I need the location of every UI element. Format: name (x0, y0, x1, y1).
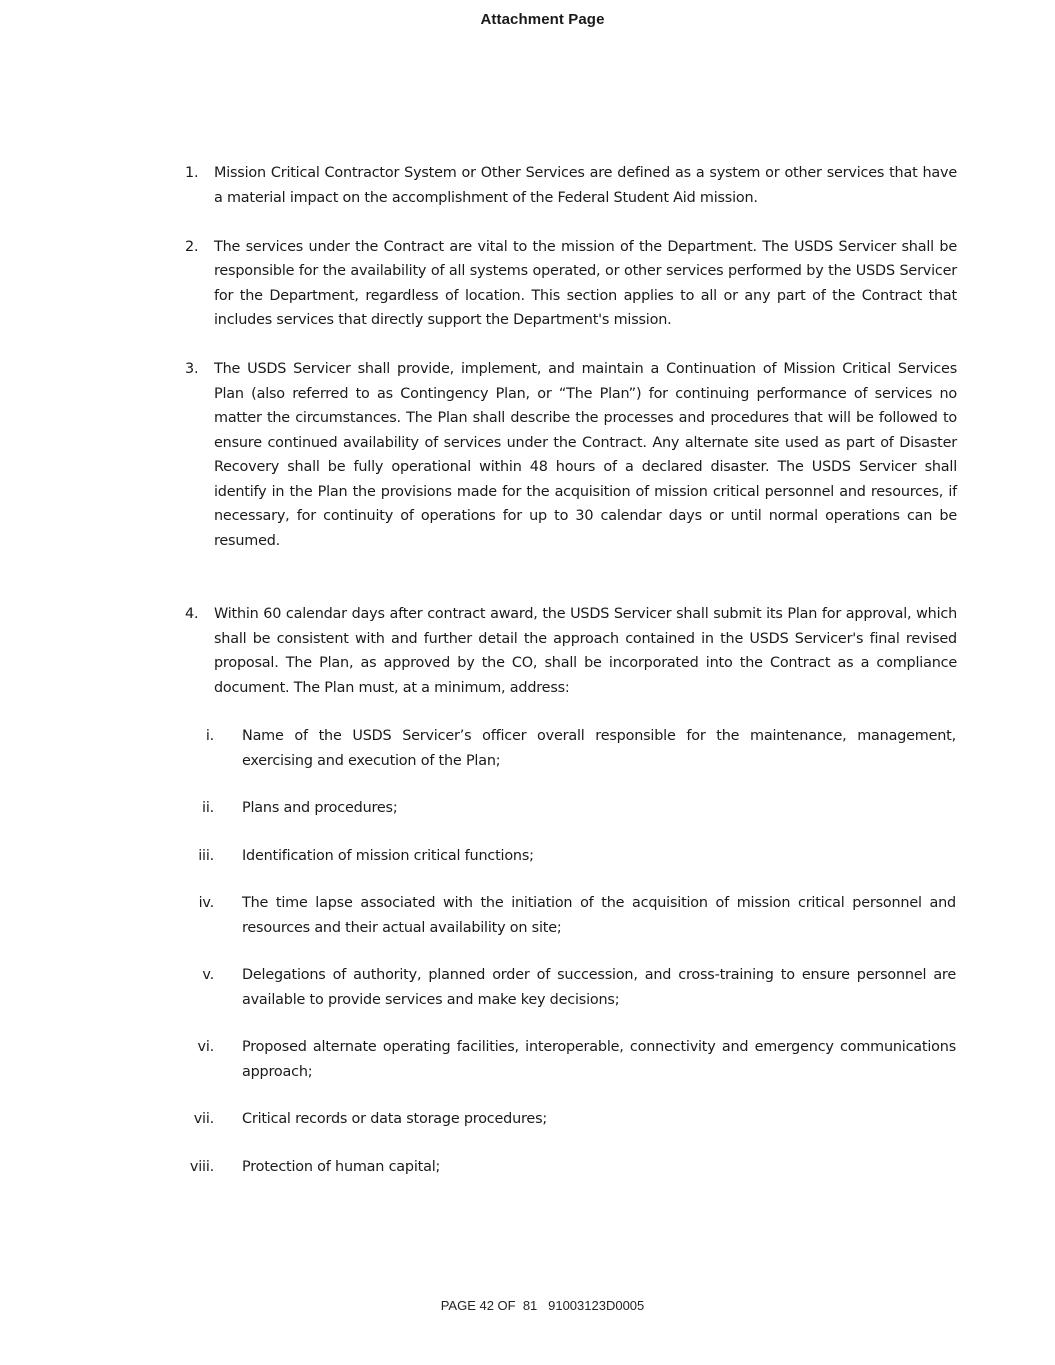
list-item-number: 2. (185, 238, 199, 255)
list-item (185, 602, 957, 700)
sub-list-item-text: Delegations of authority, planned order of succession, and cross-training to ensure personnel are available to provide services and make key decisions; (242, 967, 956, 1008)
list-item-number: 4. (185, 606, 199, 622)
sub-list-item (185, 1035, 957, 1084)
list-item (185, 161, 957, 210)
list-item-number: 1. (185, 165, 199, 181)
sub-list-item-number: iii. (198, 847, 214, 864)
sub-list-item-number: v. (202, 967, 214, 983)
list-item-text: Within 60 calendar days after contract award, the USDS Servicer shall submit its Plan for approval, which shall be consistent with and further detail the approach contained in the USDS Servicer's final revised proposal. The Plan, as approved by the CO, shall be incorporated into the Contract as a compliance document. The Plan must, at a minimum, address: (214, 606, 957, 696)
list-item-number: 3. (185, 361, 199, 377)
sub-list-item (185, 891, 957, 940)
sub-list-item-text: Plans and procedures; (242, 800, 398, 816)
sub-list-item (185, 1107, 957, 1132)
document-body (185, 161, 957, 1202)
sub-list-item-number: iv. (198, 895, 214, 911)
sub-list (185, 724, 957, 1179)
sub-list-item-number: viii. (189, 1158, 214, 1175)
list-item (185, 357, 957, 553)
sub-list-item-text: Name of the USDS Servicer’s officer overall responsible for the maintenance, management, exercising and execution of the Plan; (242, 728, 956, 769)
list-item-text: Mission Critical Contractor System or Other Services are defined as a system or other services that have a material impact on the accomplishment of the Federal Student Aid mission. (214, 165, 957, 206)
sub-list-item-number: vii. (193, 1111, 214, 1127)
sub-list-item-number: ii. (202, 800, 214, 816)
sub-list-item-text: The time lapse associated with the initiation of the acquisition of mission critical personnel and resources and their actual availability on site; (242, 895, 956, 936)
sub-list-item-text: Critical records or data storage procedures; (242, 1111, 548, 1127)
sub-list-item-number: vi. (197, 1039, 214, 1055)
sub-list-item (185, 1155, 957, 1180)
sub-list-item (185, 724, 957, 773)
list-item-text: The USDS Servicer shall provide, implement, and maintain a Continuation of Mission Critical Services Plan (also referred to as Contingency Plan, or “The Plan”) for continuing performance of services no matter the circumstances. The Plan shall describe the processes and procedures that will be followed to ensure continued availability of services under the Contract. Any alternate site used as part of Disaster Recovery shall be fully operational within 48 hours of a declared disaster. The USDS Servicer shall identify in the Plan the provisions made for the acquisition of mission critical personnel and resources, if necessary, for continuity of operations for up to 30 calendar days or until normal operations can be resumed. (214, 361, 957, 549)
sub-list-item-text: Identification of mission critical functions; (242, 847, 534, 864)
sub-list-item-text: Protection of human capital; (242, 1158, 441, 1175)
sub-list-item (185, 844, 957, 869)
list-item-text: The services under the Contract are vital to the mission of the Department. The USDS Servicer shall be responsible for the availability of all systems operated, or other services performed by the USDS Servicer for the Department, regardless of location. This section applies to all or any part of the Contract that includes services that directly support the Department's mission. (214, 238, 957, 328)
sub-list-item (185, 963, 957, 1012)
page-title: Attachment Page (480, 11, 605, 28)
sub-list-item (185, 796, 957, 821)
sub-list-item-number: i. (205, 728, 214, 744)
list-item (185, 235, 957, 333)
page-footer: PAGE 42 OF 81 91003123D0005 (440, 1298, 645, 1313)
sub-list-item-text: Proposed alternate operating facilities, interoperable, connectivity and emergency communications approach; (242, 1039, 956, 1080)
